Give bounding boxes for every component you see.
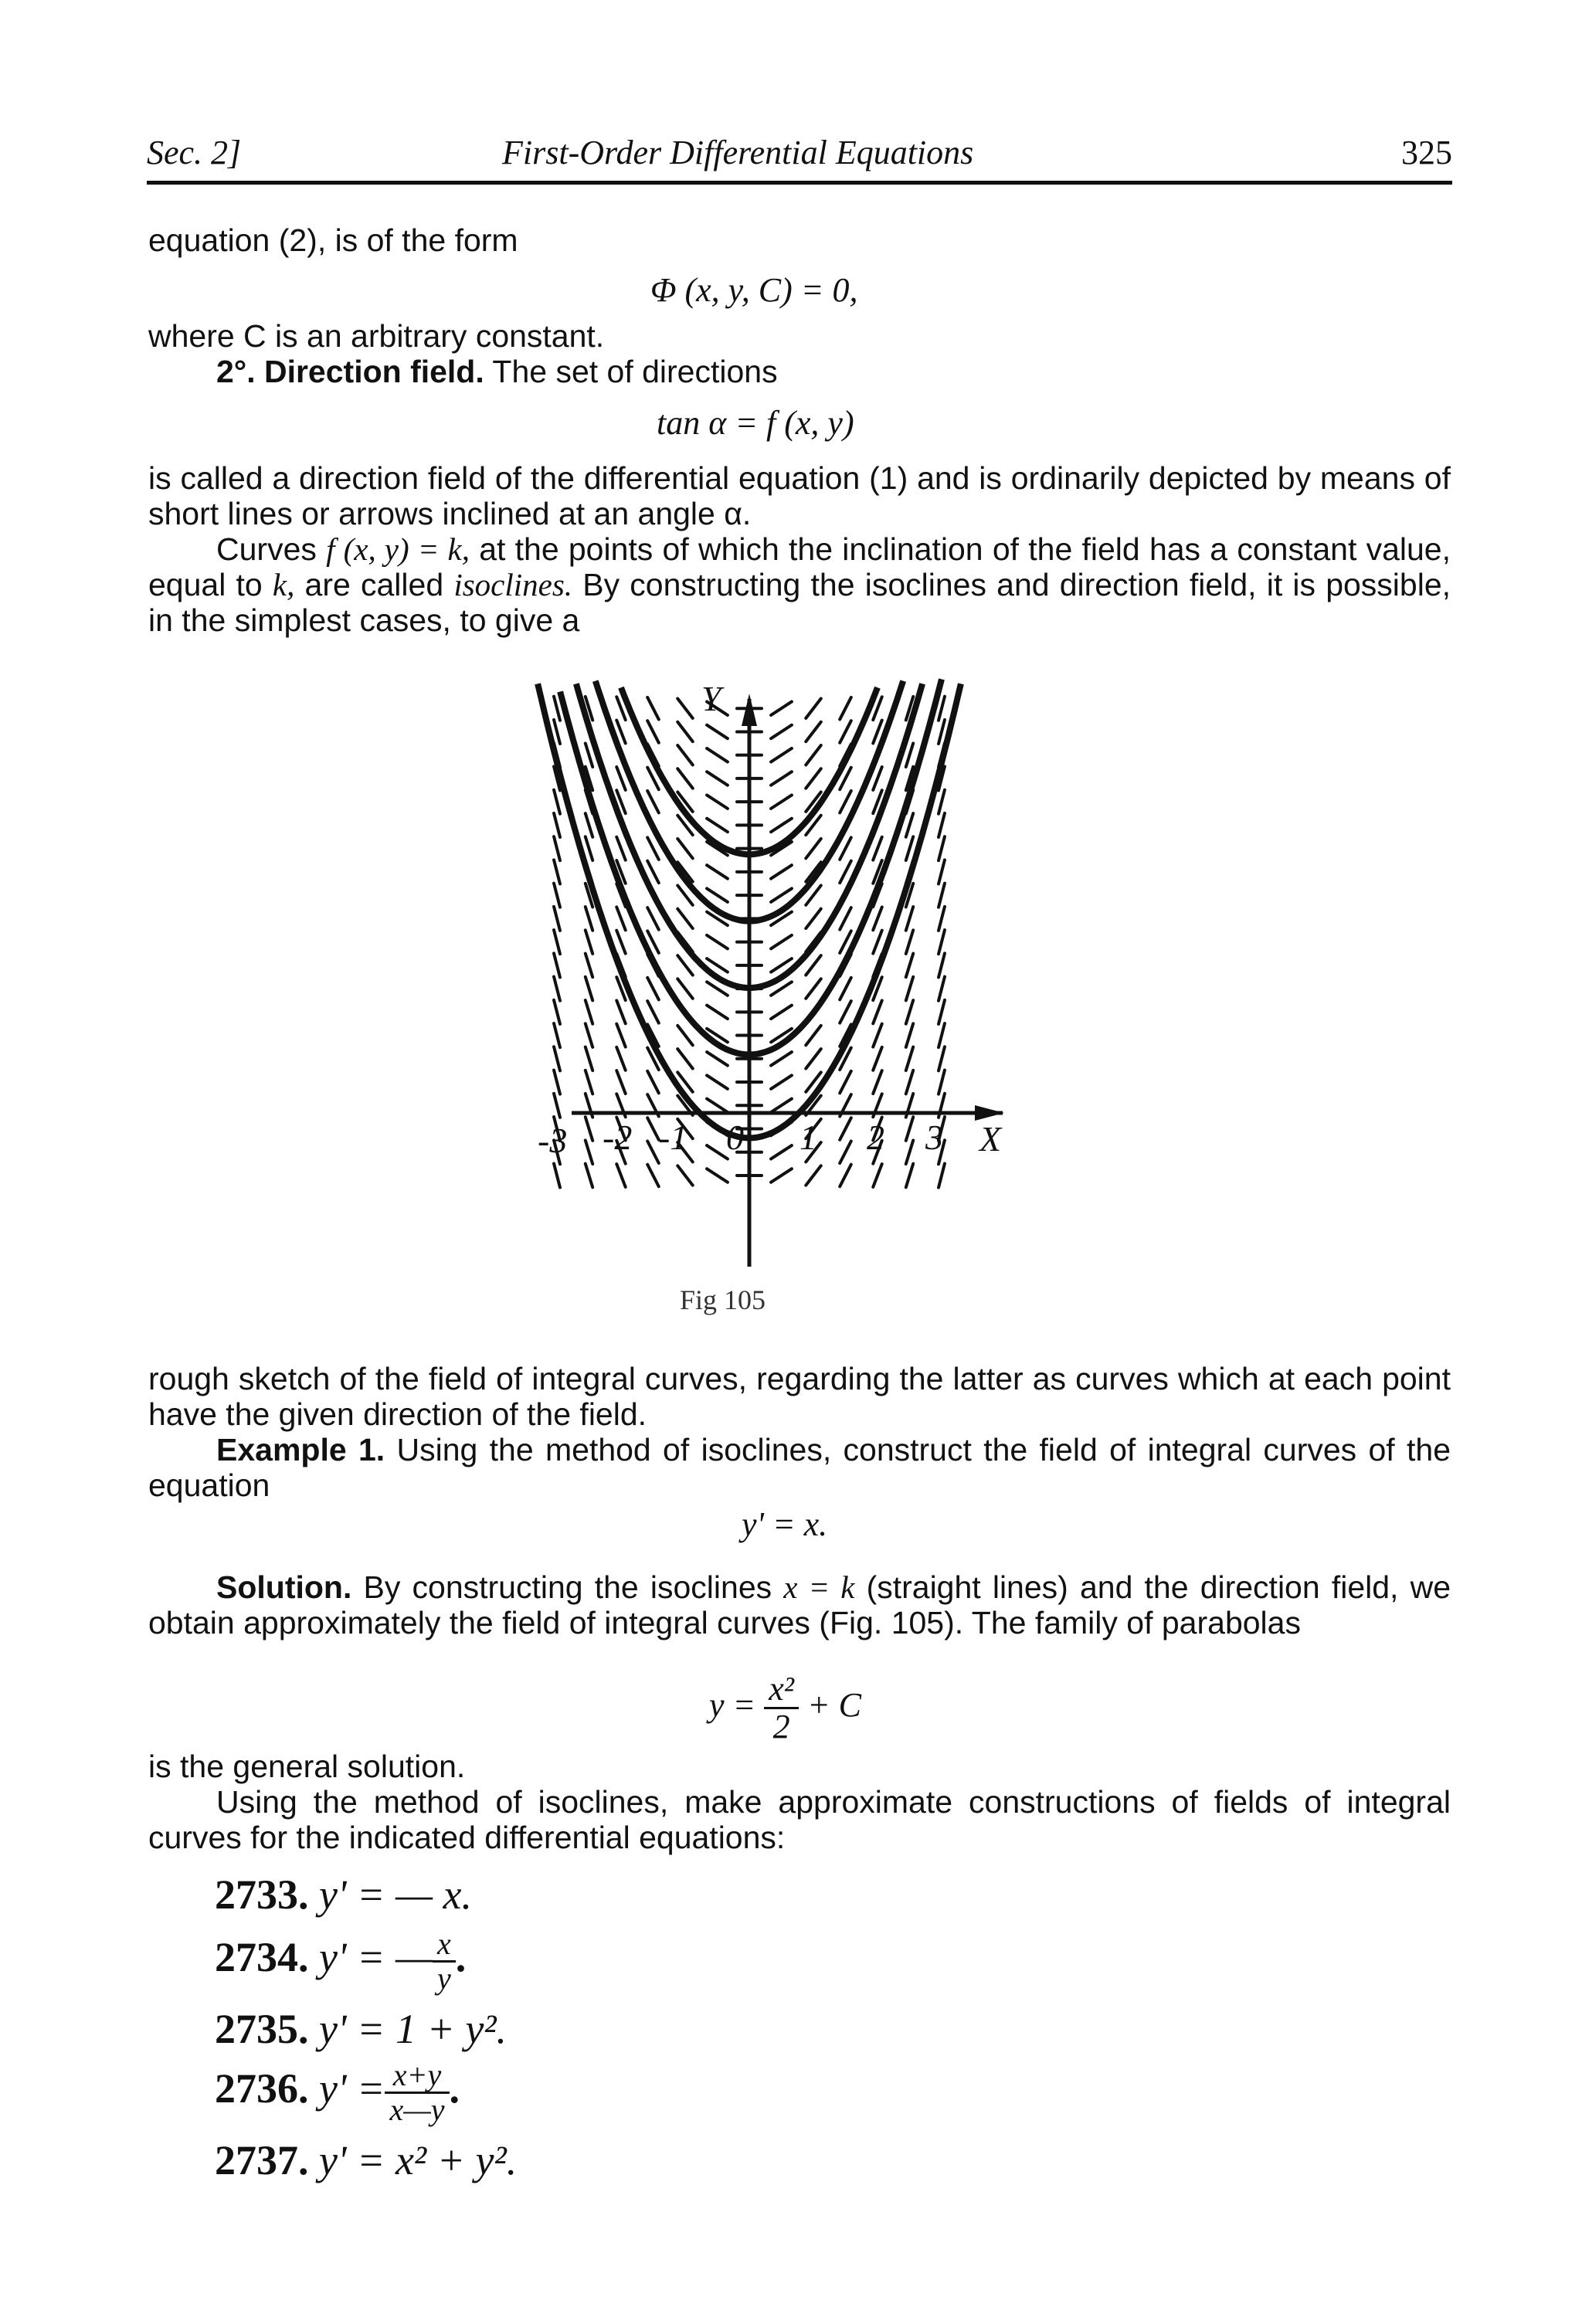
section-label: Sec. 2] bbox=[147, 134, 242, 171]
direction-segment bbox=[647, 1118, 659, 1139]
exercise-2737 bbox=[215, 2136, 517, 2184]
direction-segment bbox=[939, 1047, 945, 1070]
exercise-tail: . bbox=[449, 2064, 460, 2112]
exercise-2736 bbox=[215, 2059, 460, 2126]
example-1-heading: Example 1. bbox=[216, 1432, 385, 1467]
exercise-number: 2734. bbox=[215, 1933, 309, 1980]
direction-segment bbox=[906, 836, 913, 860]
solution-a: By constructing the isoclines bbox=[351, 1569, 784, 1605]
exercise-equation: y' = bbox=[319, 2064, 385, 2112]
tick-label-neg2: -2 bbox=[603, 1118, 633, 1157]
direction-segment bbox=[840, 791, 851, 813]
direction-segment bbox=[554, 1047, 560, 1070]
example-1 bbox=[148, 1432, 1451, 1503]
direction-segment bbox=[707, 1006, 728, 1019]
direction-segment bbox=[939, 1023, 945, 1047]
paragraph-6: rough sketch of the field of integral curves, regarding the latter as curves which at each point have the given direction of the field. bbox=[148, 1361, 1451, 1432]
direction-segment bbox=[906, 1000, 913, 1024]
solution-math: x = k bbox=[783, 1569, 855, 1605]
direction-segment bbox=[707, 1169, 728, 1182]
direction-segment bbox=[906, 1164, 913, 1188]
p5-d: By constructing the isoclines and direction field, it is possible, in the simplest cases, to give a bbox=[148, 567, 1451, 638]
direction-segment bbox=[616, 907, 625, 930]
parabola-numerator: x² bbox=[764, 1671, 799, 1709]
direction-segment bbox=[939, 1164, 945, 1188]
direction-segment bbox=[707, 888, 728, 901]
exercise-equation: y' = — x. bbox=[319, 1871, 472, 1918]
p5-a: Curves bbox=[216, 531, 327, 567]
direction-segment bbox=[906, 977, 913, 1001]
direction-segment bbox=[586, 1070, 592, 1094]
direction-segment bbox=[616, 931, 625, 954]
exercise-equation: y' = x² + y². bbox=[319, 2137, 518, 2183]
tick-label-neg3: -3 bbox=[538, 1121, 568, 1160]
tick-label-3: 3 bbox=[925, 1118, 943, 1157]
direction-segment bbox=[840, 1071, 851, 1093]
parabola-rhs: + C bbox=[806, 1685, 862, 1724]
direction-segment bbox=[707, 1075, 728, 1088]
direction-segment bbox=[554, 953, 560, 977]
direction-segment bbox=[647, 721, 659, 742]
exercise-equation: y' = 1 + y². bbox=[319, 2006, 508, 2052]
parabola-lhs: y = bbox=[709, 1685, 756, 1724]
direction-segment bbox=[586, 1047, 592, 1071]
direction-segment bbox=[616, 837, 625, 860]
direction-segment bbox=[939, 790, 945, 814]
direction-segment bbox=[806, 699, 820, 718]
direction-segment bbox=[586, 836, 592, 860]
direction-segment bbox=[554, 907, 560, 931]
direction-segment bbox=[840, 697, 851, 719]
p5-math: f (x, y) = k, bbox=[326, 531, 470, 567]
direction-segment bbox=[707, 725, 728, 738]
exercise-2733 bbox=[215, 1871, 472, 1919]
direction-segment bbox=[677, 722, 692, 741]
exercise-number: 2736. bbox=[215, 2064, 309, 2112]
solution-heading: Solution. bbox=[216, 1569, 352, 1605]
direction-segment bbox=[840, 721, 851, 742]
direction-segment bbox=[616, 1024, 625, 1047]
p5-b: at the points of which the inclination of the field has a constant value, equal to bbox=[148, 531, 1451, 602]
direction-segment bbox=[554, 1164, 560, 1188]
example-1-text: Using the method of isoclines, construct the field of integral curves of the equation bbox=[148, 1432, 1451, 1503]
direction-segment bbox=[707, 935, 728, 948]
direction-segment bbox=[939, 720, 945, 744]
figure-caption: Fig 105 bbox=[680, 1284, 766, 1315]
direction-segment bbox=[906, 813, 913, 837]
direction-segment bbox=[939, 1000, 945, 1024]
direction-segment bbox=[806, 979, 820, 998]
tick-label-0: 0 bbox=[726, 1118, 744, 1157]
direction-segment bbox=[771, 795, 792, 808]
direction-segment bbox=[939, 1070, 945, 1094]
solution-b: (straight lines) and the direction field, we obtain approximately the field of integral curves (Fig. 105). The family of parabolas bbox=[148, 1569, 1451, 1640]
direction-segment bbox=[840, 908, 851, 929]
direction-segment bbox=[771, 1075, 792, 1088]
paragraph-8: Using the method of isoclines, make approximate constructions of fields of integral curves for the indicated differential equations: bbox=[148, 1784, 1451, 1855]
direction-segment bbox=[906, 1117, 913, 1141]
direction-segment bbox=[771, 1052, 792, 1065]
direction-segment bbox=[647, 791, 659, 813]
direction-segment bbox=[906, 1023, 913, 1047]
direction-segment bbox=[586, 977, 592, 1001]
direction-segment bbox=[906, 1047, 913, 1071]
direction-segment bbox=[707, 1099, 728, 1112]
direction-segment bbox=[554, 790, 560, 814]
parabola-denominator: 2 bbox=[772, 1708, 790, 1746]
direction-segment bbox=[707, 748, 728, 762]
direction-segment bbox=[647, 978, 659, 999]
direction-segment bbox=[906, 930, 913, 954]
direction-segment bbox=[554, 697, 560, 721]
p5-c: are called bbox=[294, 567, 454, 602]
direction-segment bbox=[677, 699, 692, 718]
direction-segment bbox=[771, 819, 792, 832]
direction-segment bbox=[906, 1140, 913, 1164]
direction-segment bbox=[677, 1049, 692, 1068]
paragraph-3-text: The set of directions bbox=[484, 354, 778, 389]
fraction-denominator: y bbox=[436, 1961, 451, 1996]
direction-segment bbox=[586, 813, 592, 837]
direction-segment bbox=[647, 1165, 659, 1186]
direction-segment bbox=[647, 1001, 659, 1023]
direction-segment bbox=[806, 955, 820, 975]
equation-tan: tan α = f (x, y) bbox=[657, 404, 854, 442]
direction-segment bbox=[554, 977, 560, 1001]
direction-segment bbox=[771, 1099, 792, 1112]
direction-segment bbox=[906, 1070, 913, 1094]
tick-label-neg1: -1 bbox=[658, 1118, 688, 1157]
direction-segment bbox=[771, 725, 792, 738]
direction-segment bbox=[771, 1006, 792, 1019]
equation-parabola bbox=[709, 1671, 861, 1745]
x-axis-label: X bbox=[979, 1119, 1002, 1159]
direction-segment bbox=[906, 954, 913, 978]
direction-segment bbox=[707, 1052, 728, 1065]
paragraph-7: is the general solution. bbox=[148, 1749, 466, 1784]
direction-segment bbox=[806, 745, 820, 765]
x-axis-arrow bbox=[975, 1105, 1004, 1121]
direction-segment bbox=[616, 1164, 625, 1187]
direction-segment bbox=[806, 909, 820, 928]
direction-segment bbox=[677, 1026, 692, 1045]
direction-segment bbox=[939, 813, 945, 837]
direction-segment bbox=[647, 697, 659, 719]
direction-segment bbox=[873, 1024, 881, 1047]
running-title: First-Order Differential Equations bbox=[502, 134, 974, 171]
direction-segment bbox=[586, 930, 592, 954]
direction-segment bbox=[616, 1070, 625, 1094]
direction-segment bbox=[554, 720, 560, 744]
direction-segment bbox=[586, 1023, 592, 1047]
exercise-number: 2737. bbox=[215, 2137, 309, 2183]
direction-segment bbox=[554, 836, 560, 860]
direction-segment bbox=[806, 722, 820, 741]
direction-segment bbox=[771, 865, 792, 878]
direction-segment bbox=[554, 884, 560, 908]
direction-segment bbox=[873, 1047, 881, 1070]
direction-segment bbox=[707, 819, 728, 832]
direction-segment bbox=[677, 1165, 692, 1185]
direction-segment bbox=[677, 955, 692, 975]
exercise-number: 2733. bbox=[215, 1871, 309, 1918]
direction-segment bbox=[939, 697, 945, 721]
direction-segment bbox=[806, 768, 820, 788]
direction-segment bbox=[873, 1164, 881, 1187]
exercise-fraction bbox=[385, 2059, 449, 2126]
direction-segment bbox=[771, 1169, 792, 1182]
equation-phi: Φ (x, y, C) = 0, bbox=[650, 271, 858, 309]
direction-segment bbox=[677, 839, 692, 858]
direction-segment bbox=[707, 1145, 728, 1159]
direction-segment bbox=[586, 1164, 592, 1188]
direction-segment bbox=[647, 1142, 659, 1163]
tick-label-2: 2 bbox=[867, 1118, 884, 1157]
exercise-fraction bbox=[433, 1928, 456, 1995]
direction-segment bbox=[771, 1145, 792, 1159]
direction-segment bbox=[771, 772, 792, 785]
direction-segment bbox=[771, 701, 792, 714]
direction-segment bbox=[554, 1000, 560, 1024]
direction-segment bbox=[939, 930, 945, 954]
direction-segment bbox=[677, 909, 692, 928]
direction-segment bbox=[707, 772, 728, 785]
direction-segment bbox=[554, 860, 560, 884]
tick-label-1: 1 bbox=[799, 1118, 817, 1157]
direction-segment bbox=[586, 743, 592, 767]
direction-segment bbox=[873, 837, 881, 860]
direction-segment bbox=[806, 1026, 820, 1045]
direction-segment bbox=[771, 935, 792, 948]
direction-segment bbox=[647, 1071, 659, 1093]
direction-segment bbox=[939, 860, 945, 884]
direction-segment bbox=[771, 748, 792, 762]
p5-k: k, bbox=[272, 567, 295, 602]
direction-segment bbox=[806, 839, 820, 858]
direction-segment bbox=[586, 1000, 592, 1024]
exercise-tail: . bbox=[455, 1933, 467, 1980]
direction-segment bbox=[616, 1047, 625, 1070]
equation-yprime: y' = x. bbox=[742, 1505, 828, 1543]
direction-segment bbox=[677, 979, 692, 998]
parabola-fraction bbox=[764, 1671, 799, 1745]
paragraph-4: is called a direction field of the differential equation (1) and is ordinarily depicted by means of short lines or arrows inclined at an angle α. bbox=[148, 460, 1451, 531]
direction-segment bbox=[707, 795, 728, 808]
p5-isoclines: isoclines. bbox=[453, 567, 573, 602]
direction-segment bbox=[677, 768, 692, 788]
direction-segment bbox=[906, 743, 913, 767]
fraction-denominator: x—y bbox=[389, 2092, 445, 2127]
paragraph-2: where C is an arbitrary constant. bbox=[148, 318, 605, 354]
exercise-number: 2735. bbox=[215, 2006, 309, 2052]
direction-field-heading: 2°. Direction field. bbox=[216, 354, 484, 389]
direction-segment bbox=[771, 888, 792, 901]
page-number: 325 bbox=[1401, 134, 1452, 171]
paragraph-1: equation (2), is of the form bbox=[148, 222, 518, 258]
direction-segment bbox=[840, 1142, 851, 1163]
y-axis-label: Y bbox=[701, 679, 721, 718]
direction-segment bbox=[707, 865, 728, 878]
direction-segment bbox=[873, 1070, 881, 1094]
direction-segment bbox=[586, 907, 592, 931]
direction-segment bbox=[939, 977, 945, 1001]
solution bbox=[148, 1569, 1451, 1640]
direction-segment bbox=[554, 1094, 560, 1118]
direction-segment bbox=[554, 1070, 560, 1094]
direction-segment bbox=[939, 884, 945, 908]
exercise-2735 bbox=[215, 2005, 507, 2053]
direction-segment bbox=[840, 1001, 851, 1023]
direction-segment bbox=[840, 1118, 851, 1139]
direction-segment bbox=[939, 907, 945, 931]
direction-segment bbox=[586, 1140, 592, 1164]
direction-segment bbox=[906, 907, 913, 931]
direction-segment bbox=[554, 1023, 560, 1047]
exercise-2734 bbox=[215, 1928, 466, 1995]
direction-segment bbox=[939, 836, 945, 860]
direction-segment bbox=[873, 931, 881, 954]
direction-segment bbox=[677, 745, 692, 765]
direction-segment bbox=[586, 1117, 592, 1141]
direction-segment bbox=[616, 1000, 625, 1023]
direction-segment bbox=[840, 1165, 851, 1186]
direction-segment bbox=[554, 930, 560, 954]
direction-segment bbox=[873, 907, 881, 930]
direction-segment bbox=[873, 1000, 881, 1023]
fraction-numerator: x bbox=[433, 1928, 456, 1963]
direction-segment bbox=[554, 813, 560, 837]
direction-segment bbox=[939, 953, 945, 977]
direction-segment bbox=[586, 954, 592, 978]
direction-segment bbox=[806, 1165, 820, 1185]
fraction-numerator: x+y bbox=[385, 2059, 449, 2094]
direction-segment bbox=[647, 908, 659, 929]
direction-segment bbox=[840, 978, 851, 999]
direction-segment bbox=[806, 1049, 820, 1068]
exercise-equation: y' = — bbox=[319, 1933, 433, 1980]
